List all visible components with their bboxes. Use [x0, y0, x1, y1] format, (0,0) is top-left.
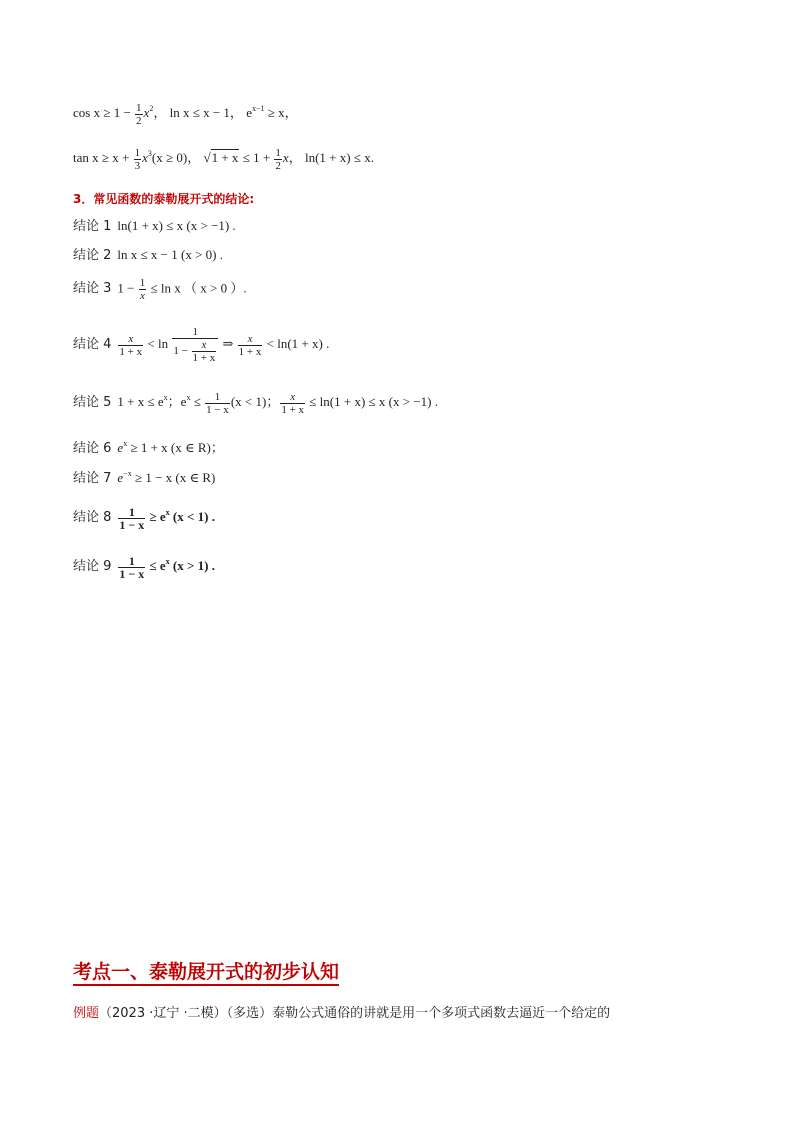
formula-text: 1 − — [117, 280, 138, 296]
formula-text: ≤ e — [146, 558, 166, 573]
fraction-denominator — [172, 339, 218, 364]
conclusion-label: 结论 3 — [73, 281, 112, 297]
example-paragraph — [73, 1002, 610, 1021]
formula-text: x — [142, 150, 148, 165]
conclusion-1 — [73, 218, 236, 235]
separator: . — [370, 150, 374, 165]
example-text: （2023 ·辽宁 ·二模）（多选）泰勒公式通俗的讲就是用一个多项式函数去逼近一个给定的 — [99, 1006, 611, 1021]
exponent: 3 — [147, 149, 152, 158]
formula-text: 1 + x ≤ e — [117, 394, 164, 409]
fraction-numerator: 1 — [205, 391, 230, 404]
formula-text: ≤ ln(1 + x) ≤ x (x > −1) . — [306, 394, 438, 409]
conclusion-label: 结论 8 — [73, 510, 112, 525]
implies-arrow: ⇒ — [219, 335, 237, 351]
conclusion-2 — [73, 247, 223, 264]
exponent: 2 — [149, 104, 154, 113]
condition: (x ≥ 0) — [151, 150, 188, 165]
conclusion-label: 结论 5 — [73, 395, 112, 410]
fraction — [135, 102, 143, 127]
fraction — [238, 333, 263, 358]
nested-fraction — [172, 326, 218, 364]
formula-line-1 — [73, 101, 298, 127]
exponent: x — [123, 439, 128, 448]
conclusion-label: 结论 4 — [73, 336, 112, 352]
conclusion-8 — [73, 505, 215, 531]
formula-text: tan x ≥ x + — [73, 150, 133, 165]
fraction — [118, 333, 143, 358]
exponent: x — [165, 508, 170, 517]
section-heading: 3．常见函数的泰勒展开式的结论: — [73, 192, 255, 206]
fraction-denominator: 1 + x — [281, 403, 305, 416]
conclusion-7 — [73, 466, 215, 487]
conclusion-formula: ln x ≤ x − 1 (x > 0) . — [117, 247, 223, 262]
formula-text: (x < 1) . — [169, 509, 215, 524]
formula-text: e — [180, 394, 187, 409]
separator: ， — [153, 105, 167, 120]
formula-text: < ln — [144, 335, 172, 351]
formula-text: ≤ ln x （ x > 0 ）. — [147, 280, 247, 296]
fraction-numerator: x — [280, 391, 305, 404]
exponent: x — [163, 393, 168, 402]
formula-text: (x > 1) . — [169, 558, 215, 573]
fraction — [118, 555, 145, 580]
fraction-denominator: 1 − x — [206, 403, 229, 416]
conclusion-formula: ln(1 + x) ≤ x (x > −1) . — [117, 218, 236, 233]
formula-text: x — [282, 150, 289, 165]
separator: ； — [167, 394, 181, 409]
fraction-numerator: 1 — [136, 101, 142, 114]
conclusion-4 — [73, 326, 329, 364]
formula-line-2 — [73, 146, 374, 172]
fraction-numerator: x — [238, 333, 263, 346]
exponent: x — [165, 557, 170, 566]
formula-text: ≤ 1 + — [239, 150, 274, 165]
fraction-denominator: 1 + x — [192, 352, 216, 364]
fraction-numerator: 1 — [275, 146, 281, 159]
fraction — [134, 147, 142, 172]
fraction-numerator: x — [118, 333, 143, 346]
formula-text: (x < 1) — [230, 394, 267, 409]
formula-text: < ln(1 + x) . — [263, 335, 330, 351]
fraction-numerator: 1 — [139, 277, 146, 289]
formula-text: ≥ 1 − x (x ∈ R) — [131, 470, 216, 485]
formula-text: 1 − — [173, 345, 191, 358]
conclusion-label: 结论 7 — [73, 471, 112, 486]
separator: ， — [229, 105, 243, 120]
fraction — [205, 391, 230, 416]
exponent: −x — [123, 469, 132, 478]
separator: ； — [266, 394, 280, 409]
fraction-denominator: 1 − x — [119, 517, 145, 532]
fraction — [192, 339, 217, 364]
formula-text: ≥ x — [264, 105, 285, 120]
fraction-numerator: 1 — [118, 555, 145, 568]
fraction-numerator: 1 — [172, 326, 218, 339]
separator: ， — [288, 150, 302, 165]
fraction — [280, 391, 305, 416]
fraction-numerator: x — [192, 339, 217, 352]
exponent: x−1 — [251, 104, 265, 113]
fraction-denominator: 2 — [275, 159, 281, 172]
formula-text: x — [143, 105, 150, 120]
fraction-numerator: 1 — [118, 506, 145, 519]
section-title: 考点一、泰勒展开式的初步认知 — [73, 961, 339, 986]
formula-text: ≥ 1 + x (x ∈ R)； — [127, 440, 224, 455]
fraction-denominator: 2 — [136, 114, 142, 127]
formula-text: e — [117, 440, 124, 455]
conclusion-label: 结论 6 — [73, 441, 112, 456]
fraction-denominator: x — [140, 290, 145, 302]
separator: ， — [187, 150, 201, 165]
conclusion-6 — [73, 436, 224, 457]
formula-text: ≥ e — [146, 509, 166, 524]
formula-text: ≤ — [190, 394, 205, 409]
separator: ， — [284, 105, 298, 120]
formula-text: e — [246, 105, 252, 120]
fraction-denominator: 1 + x — [238, 345, 262, 358]
fraction — [274, 147, 282, 172]
conclusion-9 — [73, 554, 215, 580]
fraction-denominator: 1 − x — [119, 566, 145, 581]
conclusion-label: 结论 2 — [73, 248, 112, 263]
fraction-denominator: 1 + x — [119, 345, 143, 358]
conclusion-label: 结论 1 — [73, 219, 112, 234]
conclusion-label: 结论 9 — [73, 559, 112, 574]
fraction-denominator: 3 — [134, 159, 141, 172]
formula-text: e — [117, 470, 124, 485]
conclusion-5 — [73, 390, 438, 416]
fraction — [139, 277, 147, 302]
exponent: x — [186, 393, 191, 402]
fraction-numerator: 1 — [134, 146, 141, 159]
example-label: 例题 — [73, 1006, 100, 1021]
formula-text: cos x ≥ 1 − — [73, 105, 135, 120]
sqrt-symbol: √ — [203, 150, 211, 165]
formula-text: ln x ≤ x − 1 — [169, 105, 230, 120]
fraction — [118, 506, 145, 531]
sqrt-content: 1 + x — [211, 150, 239, 165]
formula-text: ln(1 + x) ≤ x — [304, 150, 371, 165]
conclusion-3 — [73, 277, 247, 302]
